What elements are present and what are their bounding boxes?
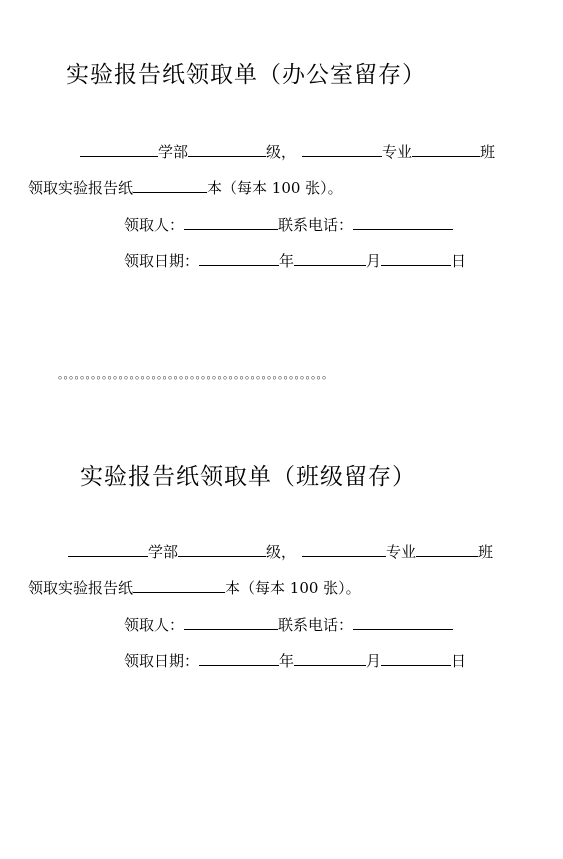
office-dept-line: [80, 142, 495, 160]
phone-blank[interactable]: [353, 215, 453, 230]
day-label: 日: [451, 252, 467, 270]
year-label: 年: [279, 652, 295, 670]
office-date-line: [124, 251, 466, 269]
office-slip-title: 实验报告纸领取单（办公室留存）: [66, 62, 426, 88]
receive-prefix: 领取实验报告纸: [28, 179, 134, 197]
year-blank[interactable]: [199, 251, 279, 266]
year-label: 年: [279, 252, 295, 270]
office-receiver-line: [124, 215, 453, 233]
quantity-blank[interactable]: [133, 178, 207, 193]
class-suffix: 班: [480, 143, 496, 161]
phone-label: 联系电话：: [278, 616, 354, 634]
phone-blank[interactable]: [353, 615, 453, 630]
month-blank[interactable]: [294, 251, 366, 266]
major-blank[interactable]: [302, 542, 386, 557]
class-blank[interactable]: [412, 142, 480, 157]
grade-suffix: 级，: [266, 143, 297, 161]
quantity-blank[interactable]: [133, 578, 225, 593]
grade-suffix: 级，: [266, 543, 297, 561]
dept-blank[interactable]: [68, 542, 148, 557]
receive-suffix: 本（每本 100 张）。: [207, 179, 343, 197]
grade-blank[interactable]: [188, 142, 266, 157]
dept-blank[interactable]: [80, 142, 158, 157]
class-slip-title: 实验报告纸领取单（班级留存）: [80, 464, 416, 490]
month-label: 月: [366, 652, 382, 670]
grade-blank[interactable]: [178, 542, 266, 557]
receive-prefix: 领取实验报告纸: [28, 579, 134, 597]
day-blank[interactable]: [381, 651, 451, 666]
class-receiver-line: [124, 615, 453, 633]
class-receive-line: [28, 578, 361, 596]
class-blank[interactable]: [416, 542, 478, 557]
cut-line-separator: 。。。。。。。。。。。。。。。。。。。。。。。。。。。。。。。。。。。。。。。。。。。。。。。。。: [58, 368, 333, 381]
year-blank[interactable]: [199, 651, 279, 666]
dept-suffix: 学部: [158, 143, 189, 161]
receiver-label: 领取人：: [124, 216, 185, 234]
receive-suffix: 本（每本 100 张）。: [225, 579, 361, 597]
day-blank[interactable]: [381, 251, 451, 266]
class-date-line: [124, 651, 466, 669]
major-blank[interactable]: [302, 142, 382, 157]
office-receive-line: [28, 178, 343, 196]
class-suffix: 班: [478, 543, 494, 561]
receiver-label: 领取人：: [124, 616, 185, 634]
receiver-blank[interactable]: [184, 215, 278, 230]
date-label: 领取日期：: [124, 252, 200, 270]
month-blank[interactable]: [294, 651, 366, 666]
major-suffix: 专业: [382, 143, 413, 161]
dept-suffix: 学部: [148, 543, 179, 561]
day-label: 日: [451, 652, 467, 670]
month-label: 月: [366, 252, 382, 270]
class-dept-line: [68, 542, 493, 560]
phone-label: 联系电话：: [278, 216, 354, 234]
receiver-blank[interactable]: [184, 615, 278, 630]
date-label: 领取日期：: [124, 652, 200, 670]
major-suffix: 专业: [386, 543, 417, 561]
